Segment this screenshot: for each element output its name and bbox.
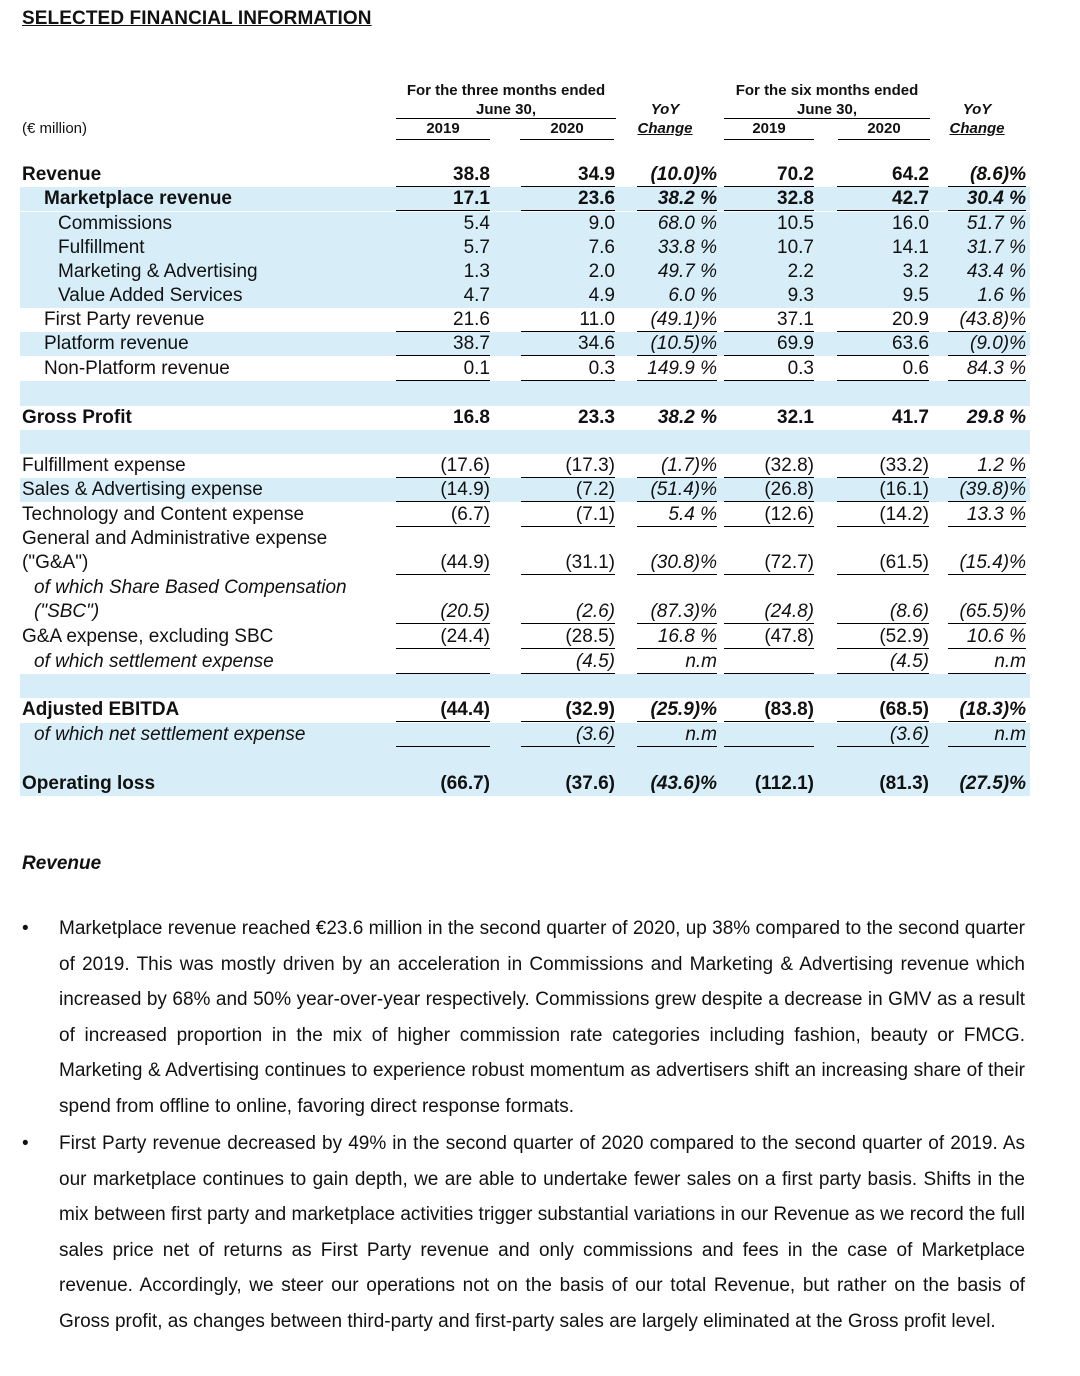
value-cell: (32.9) — [521, 698, 615, 722]
value-cell: 9.0 — [588, 213, 615, 234]
table-row-ga-exp — [20, 527, 1030, 575]
value-cell: (52.9) — [837, 625, 929, 649]
table-row-net-settlement — [20, 723, 1030, 747]
yoy-header-3m — [630, 100, 700, 138]
yoy-header-6m — [942, 100, 1012, 138]
year-2019-6m: 2019 — [752, 120, 786, 137]
row-label: ("SBC") — [34, 601, 100, 622]
yoy-change-cell: 1.6 % — [977, 285, 1026, 306]
value-cell: (28.5) — [521, 625, 615, 649]
list-item — [22, 1126, 1025, 1376]
value-cell: 10.7 — [777, 237, 814, 258]
value-cell: (2.6) — [521, 600, 615, 624]
value-cell: 5.7 — [463, 237, 490, 258]
revenue-heading: Revenue — [22, 853, 102, 874]
table-row-adj-ebitda — [20, 698, 1030, 722]
three-months-header — [395, 81, 617, 119]
value-cell: (81.3) — [879, 773, 929, 794]
yoy-header-3m-line1: YoY — [650, 101, 680, 118]
six-months-header-line1: For the six months ended — [735, 82, 919, 99]
header-underline — [396, 139, 490, 140]
value-cell: (47.8) — [724, 625, 814, 649]
table-row-platform — [20, 332, 1030, 356]
yoy-change-cell: 30.4 % — [948, 187, 1026, 211]
six-months-header — [724, 81, 930, 119]
table-row-marketing — [20, 260, 1030, 284]
yoy-change-cell: 43.4 % — [966, 261, 1026, 282]
value-cell: (26.8) — [724, 478, 814, 502]
six-months-header-line2: June 30, — [796, 101, 858, 118]
yoy-change-cell: (10.5)% — [637, 332, 717, 356]
value-cell: (4.5) — [521, 650, 615, 674]
value-cell: (8.6) — [837, 600, 929, 624]
yoy-change-cell: n.m — [948, 723, 1026, 747]
row-label: Value Added Services — [58, 285, 243, 306]
value-cell: 32.8 — [724, 187, 814, 211]
value-cell: 16.8 — [453, 407, 490, 428]
yoy-change-cell: 13.3 % — [948, 503, 1026, 527]
yoy-change-cell: 51.7 % — [966, 213, 1026, 234]
row-label: Marketplace revenue — [44, 188, 232, 209]
yoy-change-cell: 149.9 % — [637, 357, 717, 381]
yoy-change-cell: 68.0 % — [657, 213, 717, 234]
value-cell: 20.9 — [837, 308, 929, 332]
yoy-change-cell: (9.0)% — [948, 332, 1026, 356]
value-cell: (12.6) — [724, 503, 814, 527]
value-cell: (61.5) — [837, 551, 929, 575]
table-row-vas — [20, 284, 1030, 308]
yoy-change-cell: (43.6)% — [650, 773, 717, 794]
value-cell: 70.2 — [724, 163, 814, 187]
unit-label: (€ million) — [22, 120, 88, 137]
bullet-icon: • — [22, 1133, 29, 1154]
value-cell — [396, 723, 490, 747]
value-cell: (16.1) — [837, 478, 929, 502]
row-label: Fulfillment — [58, 237, 145, 258]
header-underline — [838, 139, 930, 140]
value-cell: (14.2) — [837, 503, 929, 527]
value-cell — [724, 650, 814, 674]
yoy-header-3m-line2: Change — [637, 120, 693, 137]
value-cell: 32.1 — [777, 407, 814, 428]
value-cell: 37.1 — [724, 308, 814, 332]
value-cell: 11.0 — [521, 308, 615, 332]
value-cell: (83.8) — [724, 698, 814, 722]
row-spacer — [20, 747, 1030, 772]
header-underline — [520, 139, 614, 140]
value-cell — [724, 723, 814, 747]
value-cell: 42.7 — [837, 187, 929, 211]
value-cell: 64.2 — [837, 163, 929, 187]
table-row-first-party — [20, 308, 1030, 332]
value-cell: 7.6 — [588, 237, 615, 258]
value-cell: 3.2 — [902, 261, 929, 282]
yoy-change-cell: 10.6 % — [948, 625, 1026, 649]
value-cell: 9.5 — [902, 285, 929, 306]
value-cell: (37.6) — [565, 773, 615, 794]
row-spacer — [20, 430, 1030, 454]
value-cell: (44.9) — [396, 551, 490, 575]
value-cell: (24.4) — [396, 625, 490, 649]
row-label: of which Share Based Compensation — [34, 577, 347, 598]
yoy-change-cell: (18.3)% — [948, 698, 1026, 722]
yoy-change-cell: 38.2 % — [637, 187, 717, 211]
yoy-change-cell: (87.3)% — [637, 600, 717, 624]
yoy-change-cell: 5.4 % — [637, 503, 717, 527]
yoy-change-cell: (25.9)% — [637, 698, 717, 722]
yoy-change-cell: (1.7)% — [637, 454, 717, 478]
bullet-text: First Party revenue decreased by 49% in the second quarter of 2020 compared to the second quarter of 2019. As our marketplace continues to gain depth, we are able to undertake fewer sales on a first party basis. Shifts in the mix between first party and marketplace activities trigger substantial variations in our Revenue as we record the full sales price net of returns as First Party revenue and only commissions and fees in the case of Marketplace revenue. Accordingly, we steer our operations not on the basis of our total Revenue, but rather on the basis of Gross profit, as changes between third-party and first-party sales are largely eliminated at the Gross profit level. — [59, 1133, 1025, 1332]
value-cell: 0.3 — [724, 357, 814, 381]
value-cell: (72.7) — [724, 551, 814, 575]
value-cell: (17.6) — [396, 454, 490, 478]
yoy-change-cell: n.m — [948, 650, 1026, 674]
row-label: Sales & Advertising expense — [22, 479, 263, 500]
table-row-sbc — [20, 576, 1030, 624]
value-cell: 17.1 — [396, 187, 490, 211]
value-cell: 69.9 — [724, 332, 814, 356]
value-cell: 38.7 — [396, 332, 490, 356]
value-cell: (112.1) — [754, 773, 814, 794]
value-cell: 0.1 — [396, 357, 490, 381]
yoy-change-cell: n.m — [637, 723, 717, 747]
table-row-revenue — [20, 163, 1030, 187]
row-label: Commissions — [58, 213, 173, 234]
value-cell: (32.8) — [724, 454, 814, 478]
value-cell: 4.9 — [588, 285, 615, 306]
value-cell: 0.3 — [521, 357, 615, 381]
list-item — [22, 911, 1025, 1125]
value-cell: 23.6 — [521, 187, 615, 211]
table-row-sales-exp — [20, 478, 1030, 502]
row-label: G&A expense, excluding SBC — [22, 626, 274, 647]
yoy-change-cell: (15.4)% — [948, 551, 1026, 575]
row-label: Non-Platform revenue — [44, 358, 230, 379]
row-label: Platform revenue — [44, 333, 189, 354]
table-row-non-platform — [20, 357, 1030, 381]
row-label: Fulfillment expense — [22, 455, 186, 476]
value-cell: (3.6) — [837, 723, 929, 747]
value-cell: 1.3 — [463, 261, 490, 282]
row-label: Marketing & Advertising — [58, 261, 258, 282]
row-label: of which net settlement expense — [34, 724, 306, 745]
yoy-change-cell: 1.2 % — [948, 454, 1026, 478]
value-cell: (20.5) — [396, 600, 490, 624]
row-label: Technology and Content expense — [22, 504, 305, 525]
value-cell: 0.6 — [837, 357, 929, 381]
yoy-change-cell: 16.8 % — [637, 625, 717, 649]
row-spacer — [20, 381, 1030, 406]
value-cell: (14.9) — [396, 478, 490, 502]
yoy-change-cell: (39.8)% — [948, 478, 1026, 502]
table-row-ga-ex-sbc — [20, 625, 1030, 649]
value-cell: (17.3) — [521, 454, 615, 478]
value-cell: 2.0 — [588, 261, 615, 282]
value-cell: 5.4 — [463, 213, 490, 234]
table-row-gross-profit — [20, 406, 1030, 430]
yoy-change-cell: 29.8 % — [966, 407, 1026, 428]
page-title: SELECTED FINANCIAL INFORMATION — [22, 8, 372, 29]
value-cell: 34.9 — [521, 163, 615, 187]
header-underline — [724, 139, 814, 140]
row-label: Revenue — [22, 164, 102, 185]
table-row-marketplace — [20, 187, 1030, 211]
yoy-change-cell: 38.2 % — [657, 407, 717, 428]
header-divider — [396, 118, 616, 119]
value-cell: (31.1) — [521, 551, 615, 575]
year-2020-3m: 2020 — [550, 120, 584, 137]
value-cell: (6.7) — [396, 503, 490, 527]
value-cell: (33.2) — [837, 454, 929, 478]
value-cell: 38.8 — [396, 163, 490, 187]
value-cell: 14.1 — [892, 237, 929, 258]
row-label: General and Administrative expense — [22, 528, 328, 549]
value-cell: 21.6 — [396, 308, 490, 332]
value-cell: 10.5 — [777, 213, 814, 234]
year-2019-3m: 2019 — [426, 120, 460, 137]
value-cell: 16.0 — [892, 213, 929, 234]
value-cell: 9.3 — [787, 285, 814, 306]
bullet-icon: • — [22, 918, 29, 939]
value-cell: (3.6) — [521, 723, 615, 747]
yoy-change-cell: (43.8)% — [948, 308, 1026, 332]
value-cell: 63.6 — [837, 332, 929, 356]
yoy-change-cell: (65.5)% — [948, 600, 1026, 624]
value-cell: (7.2) — [521, 478, 615, 502]
yoy-change-cell: (49.1)% — [637, 308, 717, 332]
value-cell: (24.8) — [724, 600, 814, 624]
value-cell: (4.5) — [837, 650, 929, 674]
row-label: Gross Profit — [22, 407, 132, 428]
row-label: ("G&A") — [22, 552, 89, 573]
table-row-fulfillment-exp — [20, 454, 1030, 478]
yoy-change-cell: 6.0 % — [668, 285, 717, 306]
yoy-change-cell: 84.3 % — [948, 357, 1026, 381]
value-cell: (44.4) — [396, 698, 490, 722]
three-months-header-line2: June 30, — [475, 101, 537, 118]
table-row-settlement — [20, 650, 1030, 674]
row-label: First Party revenue — [44, 309, 205, 330]
value-cell: 34.6 — [521, 332, 615, 356]
yoy-change-cell: 31.7 % — [966, 237, 1026, 258]
yoy-change-cell: 49.7 % — [657, 261, 717, 282]
header-divider — [724, 118, 930, 119]
table-row-commissions — [20, 212, 1030, 236]
value-cell: (66.7) — [440, 773, 490, 794]
yoy-change-cell: (51.4)% — [637, 478, 717, 502]
table-row-tech-exp — [20, 503, 1030, 527]
three-months-header-line1: For the three months ended — [406, 82, 606, 99]
row-spacer — [20, 674, 1030, 698]
yoy-change-cell: (27.5)% — [959, 773, 1026, 794]
value-cell: (7.1) — [521, 503, 615, 527]
yoy-change-cell: n.m — [637, 650, 717, 674]
value-cell: 4.7 — [463, 285, 490, 306]
table-row-fulfillment — [20, 236, 1030, 260]
yoy-change-cell: 33.8 % — [657, 237, 717, 258]
row-label: Operating loss — [22, 773, 156, 794]
value-cell: 41.7 — [892, 407, 929, 428]
yoy-change-cell: (30.8)% — [637, 551, 717, 575]
yoy-change-cell: (8.6)% — [948, 163, 1026, 187]
value-cell: (68.5) — [837, 698, 929, 722]
row-label: Adjusted EBITDA — [22, 699, 180, 720]
value-cell — [396, 650, 490, 674]
yoy-header-6m-line1: YoY — [962, 101, 992, 118]
yoy-change-cell: (10.0)% — [637, 163, 717, 187]
table-row-operating-loss — [20, 772, 1030, 796]
value-cell: 23.3 — [578, 407, 615, 428]
yoy-header-6m-line2: Change — [949, 120, 1005, 137]
year-2020-6m: 2020 — [867, 120, 901, 137]
bullet-text: Marketplace revenue reached €23.6 million in the second quarter of 2020, up 38% compared to the second quarter of 2019. This was mostly driven by an acceleration in Commissions and Marketing & Advertising revenue which increased by 68% and 50% year-over-year respectively. Commissions grew despite a decrease in GMV as a result of increased proportion in the mix of higher commission rate categories including fashion, beauty or FMCG. Marketing & Advertising continues to experience robust momentum as advertisers shift an increasing share of their spend from offline to online, favoring direct response formats. — [59, 918, 1025, 1117]
value-cell: 2.2 — [787, 261, 814, 282]
row-label: of which settlement expense — [34, 651, 274, 672]
